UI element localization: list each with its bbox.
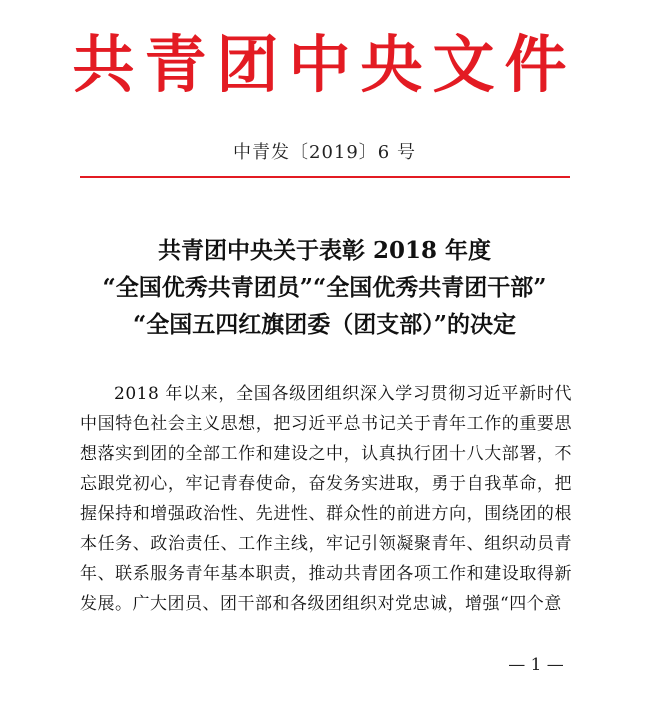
document-title <box>0 232 649 343</box>
document-number: 中青发〔2019〕6 号 <box>233 142 416 163</box>
title-line-1: 共青团中央关于表彰 2018 年度 <box>157 237 492 264</box>
page-number: — 1 — <box>508 655 564 675</box>
red-divider-line <box>80 176 570 178</box>
title-line-2: “全国优秀共青团员”“全国优秀共青团干部” <box>102 274 547 301</box>
document-masthead: 共青团中央文件 <box>72 28 577 101</box>
body-paragraph: 2018 年以来，全国各级团组织深入学习贯彻习近平新时代中国特色社会主义思想，把习近平总书记关于青年工作的重要思想落实到团的全部工作和建设之中，认真执行团十八大部署，不忘跟党初心，牢记青春使命，奋发务实进取，勇于自我革命，把握保持和增强政治性、先进性、群众性的前进方向，围绕团的根本任务、政治责任、工作主线，牢记引领凝聚青年、组织动员青年、联系服务青年基本职责，推动共青团各项工作和建设取得新发展。广大团员、团干部和各级团组织对党忠诚，增强“四个意 <box>80 384 572 614</box>
title-line-3: “全国五四红旗团委（团支部）”的决定 <box>133 311 516 338</box>
